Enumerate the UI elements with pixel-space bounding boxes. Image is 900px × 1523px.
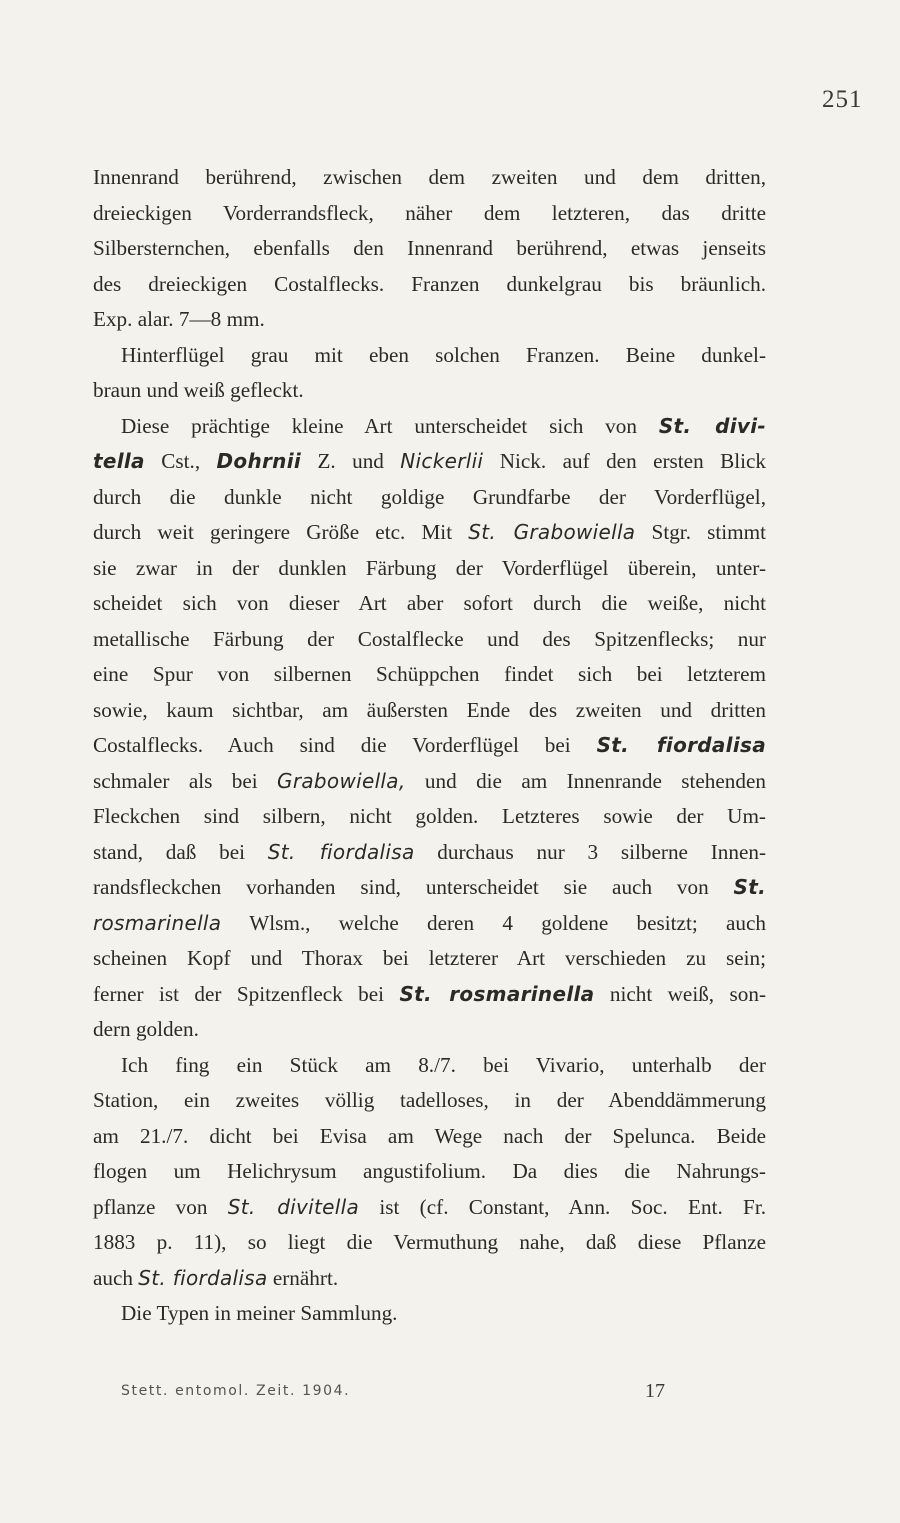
text-run: schmaler als bei: [93, 768, 278, 793]
text-run: Stgr. stimmt: [635, 520, 767, 544]
text-run: Ich fing ein Stück am 8./7. bei Vivario, unterhalb der: [121, 1052, 766, 1077]
text-line: [93, 1190, 766, 1226]
text-line: [93, 870, 766, 906]
text-line: [93, 977, 766, 1013]
text-run: dern golden.: [93, 1017, 199, 1041]
text-run: Cst.,: [144, 449, 217, 473]
text-run: nicht weiß, son-: [594, 981, 766, 1006]
text-run: Fleckchen sind silbern, nicht golden. Letzteres sowie der Um-: [93, 804, 766, 828]
text-line: [93, 160, 766, 196]
text-run: Exp. alar. 7—8 mm.: [93, 307, 265, 331]
text-run: und die am Innenrande stehenden: [405, 768, 766, 793]
text-run: flogen um Helichrysum angustifolium. Da dies die Nahrungs-: [93, 1159, 766, 1183]
text-line: [93, 1261, 766, 1297]
species-name: Grabowiella,: [277, 768, 406, 793]
text-run: Wlsm., welche deren 4 goldene besitzt; auch: [221, 910, 766, 935]
text-run: randsfleckchen vorhanden sind, unterscheidet sie auch von: [93, 875, 734, 899]
text-line: [93, 1012, 766, 1048]
text-line: [93, 1296, 766, 1332]
text-run: durchaus nur 3 silberne Innen-: [414, 839, 767, 864]
text-line: [93, 551, 766, 587]
text-line: [93, 338, 766, 374]
text-run: sowie, kaum sichtbar, am äußersten Ende des zweiten und dritten: [93, 697, 766, 722]
text-line: [93, 267, 766, 303]
text-run: Silbersternchen, ebenfalls den Innenrand berührend, etwas jenseits: [93, 236, 766, 260]
text-run: stand, daß bei: [93, 839, 268, 864]
species-name: St. fiordalisa: [596, 733, 766, 757]
text-line: [93, 906, 766, 942]
text-run: ist (cf. Constant, Ann. Soc. Ent. Fr.: [359, 1194, 767, 1219]
text-line: [93, 835, 766, 871]
text-run: ernährt.: [267, 1265, 339, 1290]
text-run: metallische Färbung der Costalflecke und des Spitzenflecks; nur: [93, 626, 766, 651]
body-text: [93, 160, 766, 1332]
text-line: [93, 586, 766, 622]
text-run: Z. und: [301, 449, 401, 473]
text-line: [93, 657, 766, 693]
text-line: [93, 302, 766, 338]
text-line: [93, 231, 766, 267]
text-line: [93, 1048, 766, 1084]
text-run: des dreieckigen Costalflecks. Franzen dunkelgrau bis bräunlich.: [93, 271, 766, 296]
species-name: Dohrnii: [216, 449, 302, 473]
text-line: [93, 799, 766, 835]
text-line: [93, 373, 766, 409]
text-line: [93, 409, 766, 445]
species-name: St. fiordalisa: [138, 1265, 268, 1290]
paragraph: [93, 409, 766, 1048]
sheet-signature: 17: [645, 1380, 665, 1402]
text-line: [93, 444, 766, 480]
text-run: Station, ein zweites völlig tadelloses, in der Abenddämmerung: [93, 1088, 766, 1112]
text-run: braun und weiß gefleckt.: [93, 378, 304, 402]
text-line: [93, 764, 766, 800]
text-run: ferner ist der Spitzenfleck bei: [93, 981, 400, 1006]
text-line: [93, 1083, 766, 1119]
species-name: St. fiordalisa: [267, 839, 415, 864]
text-run: durch die dunkle nicht goldige Grundfarbe der Vorderflügel,: [93, 484, 766, 509]
text-line: [93, 622, 766, 658]
species-name: tella: [93, 449, 145, 473]
text-line: [93, 515, 766, 551]
species-name: St. Grabowiella: [468, 520, 636, 544]
text-run: Die Typen in meiner Sammlung.: [121, 1301, 398, 1325]
text-run: scheinen Kopf und Thorax bei letzterer Art verschieden zu sein;: [93, 946, 766, 970]
text-run: 1883 p. 11), so liegt die Vermuthung nahe, daß diese Pflanze: [93, 1230, 766, 1254]
species-name: St. divi-: [658, 413, 766, 438]
text-run: sie zwar in der dunklen Färbung der Vorderflügel überein, unter-: [93, 555, 766, 580]
paragraph: [93, 160, 766, 338]
text-line: [93, 1154, 766, 1190]
text-line: [93, 941, 766, 977]
paragraph: [93, 338, 766, 409]
text-run: auch: [93, 1265, 139, 1290]
text-line: [93, 480, 766, 516]
text-line: [93, 693, 766, 729]
text-run: am 21./7. dicht bei Evisa am Wege nach der Spelunca. Beide: [93, 1123, 766, 1148]
species-name: St. rosmarinella: [399, 981, 595, 1006]
text-run: eine Spur von silbernen Schüppchen findet sich bei letzterem: [93, 662, 766, 686]
text-run: pflanze von: [93, 1194, 228, 1219]
text-line: [93, 196, 766, 232]
page-number: 251: [822, 86, 863, 113]
text-run: Costalflecks. Auch sind die Vorderflügel bei: [93, 733, 597, 757]
species-name: St. divitella: [227, 1194, 360, 1219]
paragraph: [93, 1296, 766, 1332]
text-line: [93, 1225, 766, 1261]
paragraph: [93, 1048, 766, 1297]
species-name: Nickerlii: [400, 449, 484, 473]
text-line: [93, 728, 766, 764]
text-run: Nick. auf den ersten Blick: [483, 449, 766, 473]
text-run: Hinterflügel grau mit eben solchen Franzen. Beine dunkel-: [121, 342, 766, 367]
species-name: rosmarinella: [93, 910, 222, 935]
text-run: Diese prächtige kleine Art unterscheidet sich von: [121, 413, 659, 438]
text-run: durch weit geringere Größe etc. Mit: [93, 520, 469, 544]
species-name: St.: [733, 875, 766, 899]
text-line: [93, 1119, 766, 1155]
journal-signature: Stett. entomol. Zeit. 1904.: [121, 1383, 351, 1399]
text-run: scheidet sich von dieser Art aber sofort durch die weiße, nicht: [93, 591, 766, 615]
text-run: Innenrand berührend, zwischen dem zweiten und dem dritten,: [93, 165, 766, 189]
text-run: dreieckigen Vorderrandsfleck, näher dem letzteren, das dritte: [93, 200, 766, 225]
